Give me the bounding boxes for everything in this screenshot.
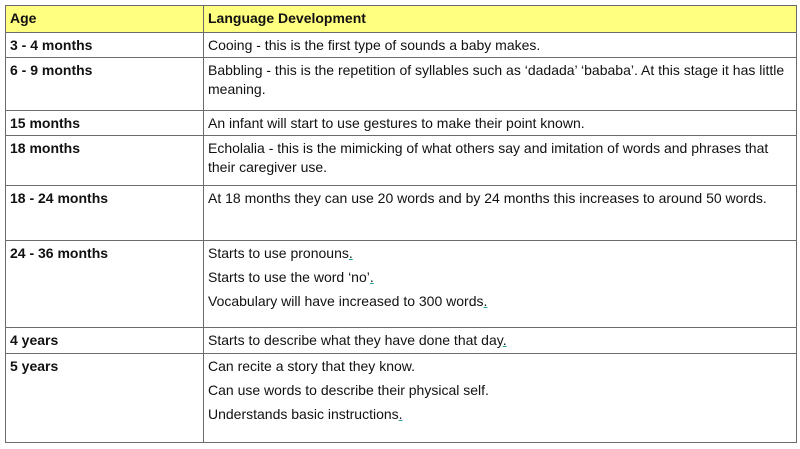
- table-row: [6, 328, 797, 354]
- development-text: Starts to describe what they have done that day: [208, 332, 503, 348]
- development-cell: [204, 58, 797, 111]
- development-line: [208, 331, 792, 350]
- development-cell: [204, 33, 797, 58]
- development-cell: [204, 111, 797, 136]
- header-language-development: Language Development: [204, 6, 797, 33]
- development-line: [208, 268, 792, 287]
- development-text: Starts to use the word ‘no’: [208, 269, 370, 285]
- development-line: [208, 244, 792, 263]
- age-cell: 3 - 4 months: [6, 33, 204, 58]
- development-text: Understands basic instructions: [208, 406, 399, 422]
- development-line: [208, 292, 792, 311]
- revision-mark: .: [502, 332, 507, 348]
- table-row: [6, 354, 797, 443]
- age-cell: 18 months: [6, 136, 204, 186]
- development-text: Can use words to describe their physical self.: [208, 382, 489, 398]
- age-cell: 4 years: [6, 328, 204, 354]
- header-age: Age: [6, 6, 204, 33]
- development-cell: [204, 328, 797, 354]
- development-text: Starts to use pronouns: [208, 245, 349, 261]
- development-text: Cooing - this is the first type of sounds a baby makes.: [208, 37, 541, 53]
- development-text: An infant will start to use gestures to make their point known.: [208, 115, 585, 131]
- age-cell: 5 years: [6, 354, 204, 443]
- development-line: [208, 189, 792, 208]
- table-row: [6, 111, 797, 136]
- development-line: [208, 381, 792, 400]
- age-cell: 24 - 36 months: [6, 241, 204, 328]
- development-line: [208, 139, 792, 177]
- development-line: [208, 61, 792, 99]
- development-cell: [204, 354, 797, 443]
- revision-mark: .: [348, 245, 353, 261]
- development-cell: [204, 241, 797, 328]
- development-line: [208, 36, 792, 55]
- development-cell: [204, 186, 797, 241]
- age-cell: 15 months: [6, 111, 204, 136]
- table-row: [6, 241, 797, 328]
- table-row: [6, 58, 797, 111]
- development-text: Can recite a story that they know.: [208, 358, 415, 374]
- table-row: [6, 33, 797, 58]
- development-line: [208, 405, 792, 424]
- development-cell: [204, 136, 797, 186]
- age-cell: 6 - 9 months: [6, 58, 204, 111]
- revision-mark: .: [483, 293, 488, 309]
- revision-mark: .: [398, 406, 403, 422]
- table-row: [6, 136, 797, 186]
- language-development-table: [5, 5, 797, 443]
- development-text: At 18 months they can use 20 words and by 24 months this increases to around 50 words.: [208, 190, 767, 206]
- development-line: [208, 357, 792, 376]
- age-cell: 18 - 24 months: [6, 186, 204, 241]
- table-header-row: [6, 6, 797, 33]
- revision-mark: .: [369, 269, 374, 285]
- development-text: Echolalia - this is the mimicking of what others say and imitation of words and phrases that their caregiver use.: [208, 140, 769, 175]
- development-text: Vocabulary will have increased to 300 words: [208, 293, 484, 309]
- development-line: [208, 114, 792, 133]
- development-text: Babbling - this is the repetition of syllables such as ‘dadada’ ‘bababa’. At this stage it has little meaning.: [208, 62, 785, 97]
- table-row: [6, 186, 797, 241]
